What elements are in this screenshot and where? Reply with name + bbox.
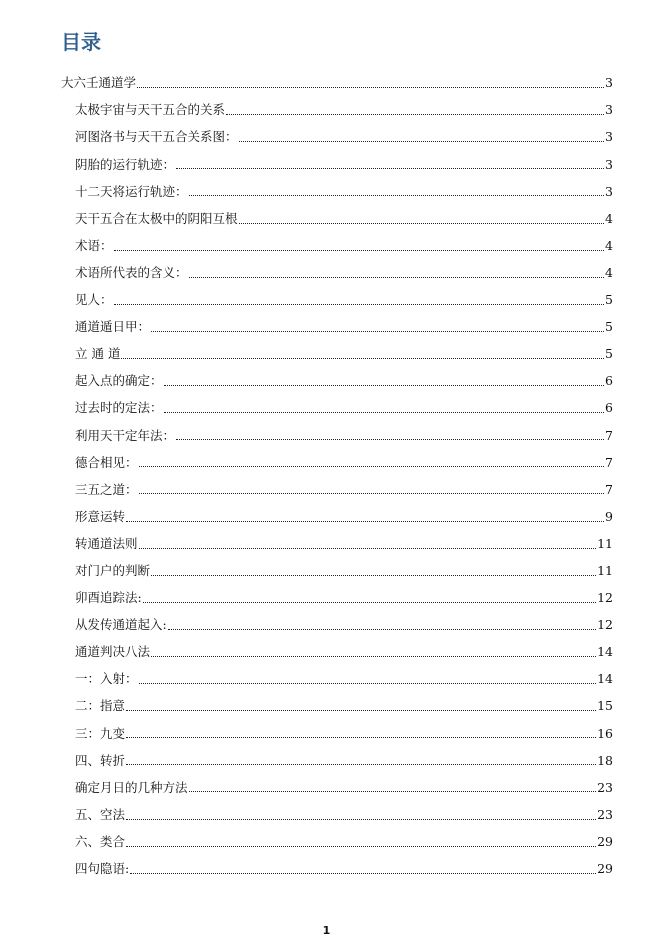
dot-leader — [126, 846, 596, 847]
dot-leader — [151, 656, 596, 657]
toc-entry[interactable] — [0, 829, 653, 856]
dot-leader — [121, 358, 604, 359]
dot-leader — [239, 141, 605, 142]
toc-entry-label: 卯酉追踪法: — [75, 590, 142, 606]
toc-entry[interactable] — [0, 287, 653, 314]
toc-entry-label: 起入点的确定： — [75, 373, 163, 389]
toc-entry-label: 天干五合在太极中的阴阳互根 — [75, 210, 238, 226]
toc-entry-page: 3 — [605, 183, 613, 199]
dot-leader — [189, 195, 605, 196]
page-number: 1 — [322, 924, 331, 937]
dot-leader — [189, 791, 597, 792]
dot-leader — [151, 575, 596, 576]
toc-entry[interactable] — [0, 178, 653, 205]
dot-leader — [143, 602, 596, 603]
toc-entry[interactable] — [0, 70, 653, 97]
toc-entry-label: 立 通 道 — [75, 346, 121, 362]
toc-entry-page: 3 — [605, 156, 613, 172]
toc-entry-page: 16 — [597, 725, 613, 741]
toc-entry[interactable] — [0, 558, 653, 585]
toc-entry-page: 9 — [605, 508, 613, 524]
dot-leader — [126, 737, 596, 738]
toc-entry[interactable] — [0, 504, 653, 531]
toc-entry[interactable] — [0, 666, 653, 693]
toc-entry-page: 11 — [597, 535, 613, 551]
toc-entry-page: 11 — [597, 562, 613, 578]
toc-entry[interactable] — [0, 585, 653, 612]
toc-entry[interactable] — [0, 395, 653, 422]
toc-entry-page: 4 — [605, 237, 613, 253]
dot-leader — [137, 87, 604, 88]
dot-leader — [114, 250, 605, 251]
toc-entry[interactable] — [0, 693, 653, 720]
toc-entry[interactable] — [0, 476, 653, 503]
toc-entry-label: 从发传通道起入: — [75, 617, 167, 633]
toc-entry-label: 一：入射： — [75, 671, 138, 687]
toc-entry-label: 四句隐语: — [75, 861, 130, 877]
dot-leader — [126, 521, 604, 522]
toc-entry-label: 过去时的定法： — [75, 400, 163, 416]
toc-entry-page: 6 — [605, 373, 613, 389]
table-of-contents — [0, 70, 653, 883]
toc-entry-page: 23 — [597, 779, 613, 795]
toc-entry-label: 术语： — [75, 237, 113, 253]
dot-leader — [130, 873, 596, 874]
toc-entry-label: 利用天干定年法： — [75, 427, 176, 443]
toc-entry-page: 4 — [605, 264, 613, 280]
toc-entry-label: 大六壬通道学 — [61, 75, 137, 91]
toc-entry-page: 7 — [605, 481, 613, 497]
toc-entry-label: 通道判决八法 — [75, 644, 151, 660]
dot-leader — [168, 629, 596, 630]
toc-entry[interactable] — [0, 531, 653, 558]
dot-leader — [139, 466, 605, 467]
toc-entry-label: 形意运转 — [75, 508, 126, 524]
toc-entry-page: 18 — [597, 752, 613, 768]
toc-entry-label: 四、转折 — [75, 752, 126, 768]
toc-entry-label: 五、空法 — [75, 806, 126, 822]
toc-entry-label: 阴胎的运行轨迹： — [75, 156, 176, 172]
toc-entry-page: 4 — [605, 210, 613, 226]
toc-entry-label: 德合相见： — [75, 454, 138, 470]
toc-entry[interactable] — [0, 639, 653, 666]
toc-entry-page: 3 — [605, 75, 613, 91]
dot-leader — [164, 385, 605, 386]
toc-entry-page: 29 — [597, 861, 613, 877]
toc-entry[interactable] — [0, 341, 653, 368]
dot-leader — [164, 412, 605, 413]
toc-entry-page: 7 — [605, 427, 613, 443]
toc-entry-label: 十二天将运行轨迹： — [75, 183, 188, 199]
toc-entry[interactable] — [0, 612, 653, 639]
toc-entry-label: 三五之道： — [75, 481, 138, 497]
toc-entry-page: 29 — [597, 833, 613, 849]
toc-entry[interactable] — [0, 205, 653, 232]
toc-entry-page: 6 — [605, 400, 613, 416]
dot-leader — [189, 277, 605, 278]
toc-entry-label: 六、类合 — [75, 833, 126, 849]
toc-entry[interactable] — [0, 720, 653, 747]
toc-entry-label: 太极宇宙与天干五合的关系 — [75, 102, 226, 118]
toc-entry-page: 15 — [597, 698, 613, 714]
toc-entry-page: 3 — [605, 129, 613, 145]
toc-entry-page: 12 — [597, 590, 613, 606]
toc-entry-page: 14 — [597, 644, 613, 660]
toc-entry-label: 二：指意 — [75, 698, 126, 714]
toc-entry-label: 三：九变 — [75, 725, 126, 741]
dot-leader — [126, 764, 596, 765]
dot-leader — [239, 223, 605, 224]
toc-entry-page: 23 — [597, 806, 613, 822]
dot-leader — [114, 304, 605, 305]
toc-entry-label: 术语所代表的含义： — [75, 264, 188, 280]
toc-entry-label: 河图洛书与天干五合关系图： — [75, 129, 238, 145]
dot-leader — [176, 439, 604, 440]
toc-entry-label: 见人： — [75, 292, 113, 308]
dot-leader — [139, 493, 605, 494]
toc-entry[interactable] — [0, 422, 653, 449]
toc-entry-page: 7 — [605, 454, 613, 470]
toc-entry-page: 5 — [605, 292, 613, 308]
dot-leader — [126, 710, 596, 711]
toc-entry[interactable] — [0, 124, 653, 151]
toc-entry[interactable] — [0, 97, 653, 124]
page-title: 目录 — [61, 30, 101, 54]
dot-leader — [139, 683, 597, 684]
toc-entry[interactable] — [0, 368, 653, 395]
dot-leader — [226, 114, 604, 115]
toc-entry-page: 14 — [597, 671, 613, 687]
toc-entry[interactable] — [0, 233, 653, 260]
toc-entry-label: 对门户的判断 — [75, 562, 151, 578]
toc-entry-page: 5 — [605, 346, 613, 362]
dot-leader — [139, 548, 597, 549]
toc-entry-label: 转通道法则 — [75, 535, 138, 551]
toc-entry[interactable] — [0, 774, 653, 801]
toc-entry-label: 通道遁日甲： — [75, 319, 151, 335]
toc-entry[interactable] — [0, 151, 653, 178]
toc-entry[interactable] — [0, 260, 653, 287]
dot-leader — [176, 168, 604, 169]
toc-entry[interactable] — [0, 802, 653, 829]
toc-entry-page: 3 — [605, 102, 613, 118]
toc-entry-page: 12 — [597, 617, 613, 633]
toc-entry[interactable] — [0, 449, 653, 476]
dot-leader — [126, 819, 596, 820]
toc-entry[interactable] — [0, 747, 653, 774]
dot-leader — [151, 331, 604, 332]
toc-entry[interactable] — [0, 314, 653, 341]
toc-entry-page: 5 — [605, 319, 613, 335]
toc-entry[interactable] — [0, 856, 653, 883]
toc-entry-label: 确定月日的几种方法 — [75, 779, 188, 795]
